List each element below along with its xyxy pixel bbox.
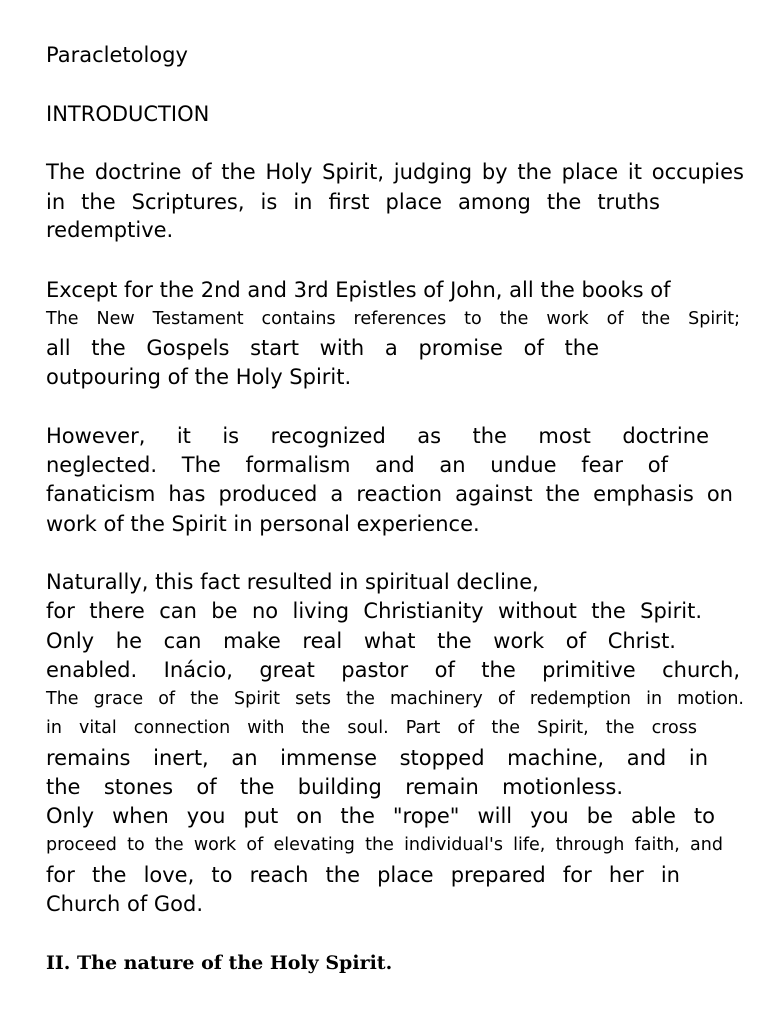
- text-line: all the Gospels start with a promise of the: [46, 336, 599, 360]
- text-line: Only when you put on the "rope" will you be able to: [46, 804, 715, 828]
- text-line: The New Testament contains references to the work of the Spirit;: [46, 309, 740, 329]
- text-line: However, it is recognized as the most doctrine: [46, 424, 709, 448]
- text-line: in the Scriptures, is in first place among the truths: [46, 190, 660, 214]
- text-line: outpouring of the Holy Spirit.: [46, 365, 352, 389]
- text-line: for there can be no living Christianity without the Spirit.: [46, 599, 702, 623]
- text-line: The doctrine of the Holy Spirit, judging by the place it occupies: [46, 160, 744, 184]
- section-heading-nature-of-holy-spirit: II. The nature of the Holy Spirit.: [46, 952, 393, 974]
- text-line: Naturally, this fact resulted in spiritual decline,: [46, 570, 539, 594]
- text-line: fanaticism has produced a reaction against the emphasis on: [46, 482, 733, 506]
- text-line: in vital connection with the soul. Part of the Spirit, the cross: [46, 718, 697, 738]
- text-line: for the love, to reach the place prepared for her in: [46, 863, 680, 887]
- text-line: redemptive.: [46, 218, 174, 242]
- text-line: Only he can make real what the work of Christ.: [46, 629, 676, 653]
- text-line: The grace of the Spirit sets the machinery of redemption in motion.: [46, 689, 744, 709]
- text-line: neglected. The formalism and an undue fear of: [46, 453, 668, 477]
- section-heading-introduction: INTRODUCTION: [46, 102, 210, 126]
- document-title: Paracletology: [46, 43, 188, 67]
- text-line: enabled. Inácio, great pastor of the primitive church,: [46, 658, 740, 682]
- text-line: Except for the 2nd and 3rd Epistles of John, all the books of: [46, 278, 671, 302]
- text-line: proceed to the work of elevating the individual's life, through faith, and: [46, 835, 723, 855]
- text-line: remains inert, an immense stopped machine, and in: [46, 746, 708, 770]
- text-line: the stones of the building remain motionless.: [46, 775, 623, 799]
- text-line: work of the Spirit in personal experience.: [46, 512, 480, 536]
- text-line: Church of God.: [46, 892, 204, 916]
